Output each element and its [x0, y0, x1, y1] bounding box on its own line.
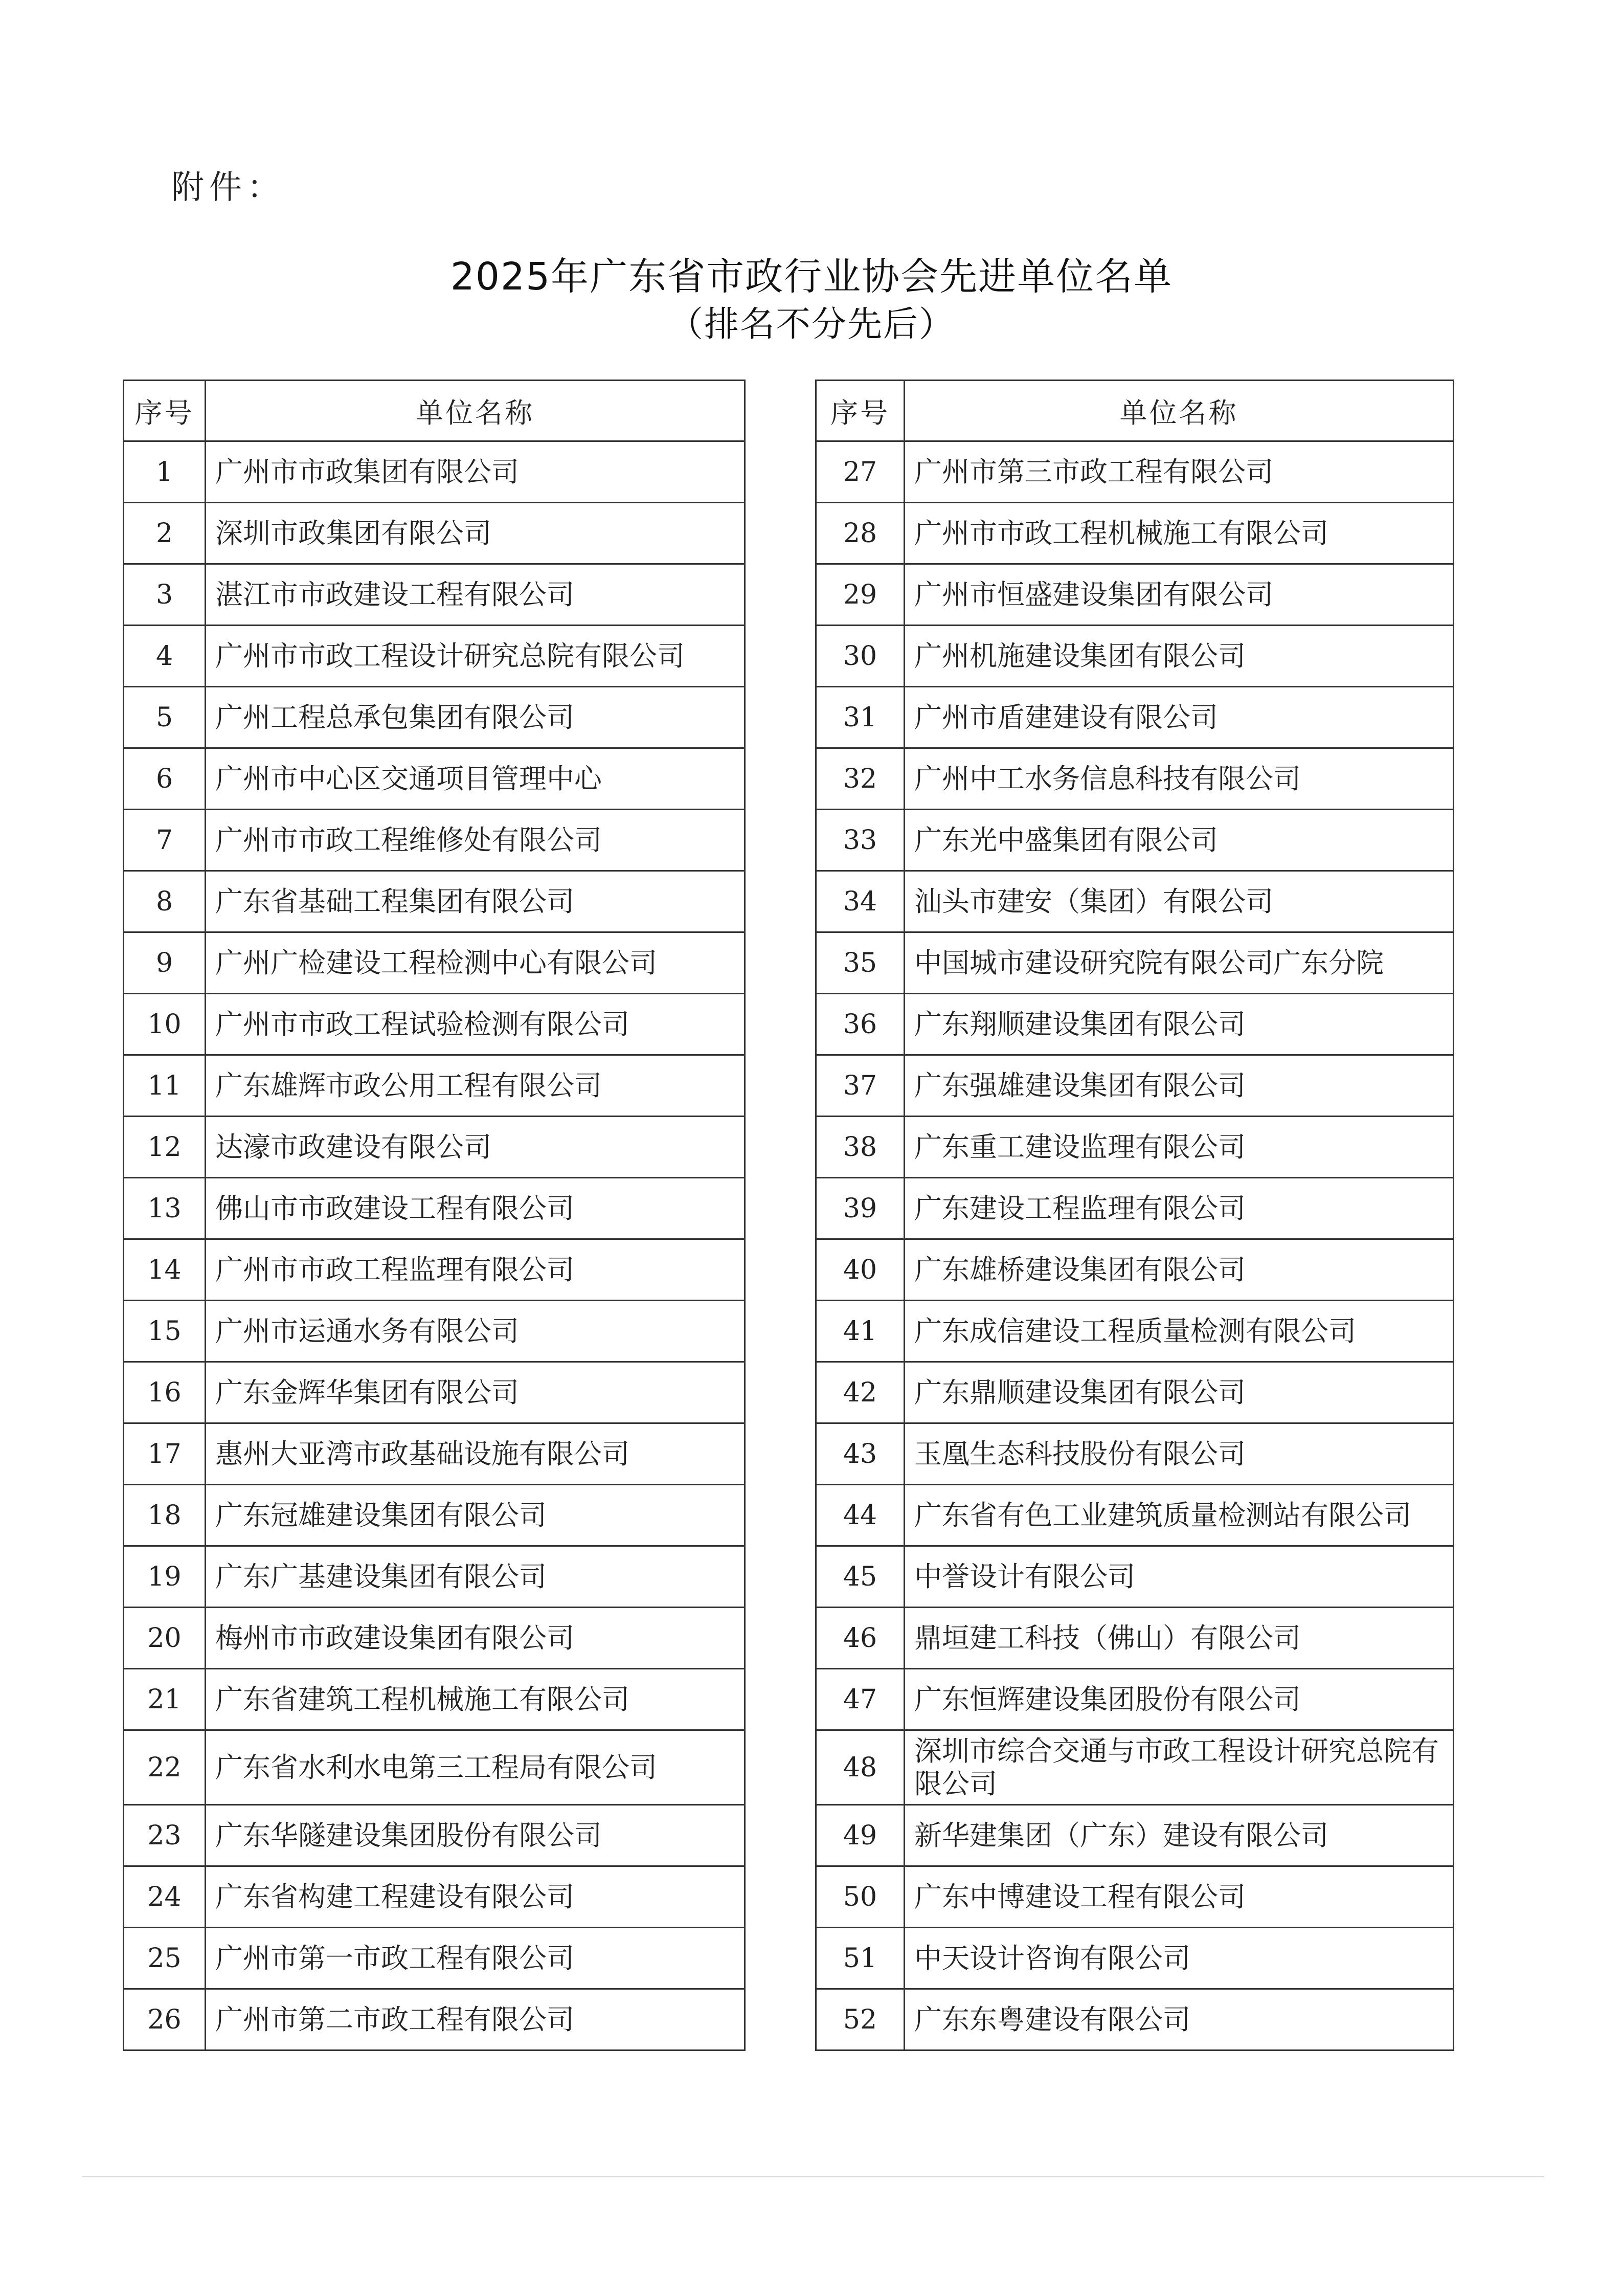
row-unit-name: 广东省有色工业建筑质量检测站有限公司 — [905, 1485, 1454, 1546]
table-row — [124, 871, 745, 932]
row-index: 4 — [124, 626, 206, 687]
table-row — [816, 1866, 1454, 1928]
table-row — [124, 994, 745, 1055]
table-row — [124, 1805, 745, 1866]
row-unit-name: 广州市恒盛建设集团有限公司 — [905, 564, 1454, 626]
row-unit-name: 中国城市建设研究院有限公司广东分院 — [905, 932, 1454, 994]
table-row — [816, 1669, 1454, 1730]
row-unit-name: 广东省基础工程集团有限公司 — [206, 871, 745, 932]
row-unit-name: 惠州大亚湾市政基础设施有限公司 — [206, 1423, 745, 1485]
table-row — [816, 994, 1454, 1055]
row-index: 14 — [124, 1239, 206, 1301]
row-index: 23 — [124, 1805, 206, 1866]
row-index: 6 — [124, 748, 206, 810]
row-index: 18 — [124, 1485, 206, 1546]
table-row — [124, 1485, 745, 1546]
row-index: 39 — [816, 1178, 905, 1239]
table-row — [124, 1423, 745, 1485]
row-unit-name: 广州市市政工程设计研究总院有限公司 — [206, 626, 745, 687]
row-index: 50 — [816, 1866, 905, 1928]
row-unit-name: 广东省水利水电第三工程局有限公司 — [206, 1730, 745, 1805]
table-row — [816, 1730, 1454, 1805]
row-index: 21 — [124, 1669, 206, 1730]
row-unit-name: 广州市第二市政工程有限公司 — [206, 1989, 745, 2050]
row-index: 12 — [124, 1117, 206, 1178]
row-index: 22 — [124, 1730, 206, 1805]
row-index: 19 — [124, 1546, 206, 1608]
row-index: 16 — [124, 1362, 206, 1423]
row-unit-name: 广州市第一市政工程有限公司 — [206, 1928, 745, 1989]
row-index: 37 — [816, 1055, 905, 1117]
table-row — [816, 1117, 1454, 1178]
table-row — [124, 1239, 745, 1301]
table-row — [124, 748, 745, 810]
row-index: 34 — [816, 871, 905, 932]
table-row — [816, 1301, 1454, 1362]
row-index: 48 — [816, 1730, 905, 1805]
row-unit-name: 广东鼎顺建设集团有限公司 — [905, 1362, 1454, 1423]
row-index: 17 — [124, 1423, 206, 1485]
table-row — [816, 1178, 1454, 1239]
table-row — [816, 1423, 1454, 1485]
table-row — [124, 1055, 745, 1117]
row-unit-name: 广州市中心区交通项目管理中心 — [206, 748, 745, 810]
row-unit-name: 新华建集团（广东）建设有限公司 — [905, 1805, 1454, 1866]
row-unit-name: 广州市运通水务有限公司 — [206, 1301, 745, 1362]
row-unit-name: 广东华隧建设集团股份有限公司 — [206, 1805, 745, 1866]
row-unit-name: 深圳市政集团有限公司 — [206, 503, 745, 564]
table-row — [124, 1362, 745, 1423]
row-unit-name: 广东强雄建设集团有限公司 — [905, 1055, 1454, 1117]
row-unit-name: 广州市第三市政工程有限公司 — [905, 441, 1454, 503]
table-row — [124, 1546, 745, 1608]
row-unit-name: 广州市市政工程试验检测有限公司 — [206, 994, 745, 1055]
table-row — [816, 1239, 1454, 1301]
table-row — [124, 1866, 745, 1928]
document-title: 2025年广东省市政行业协会先进单位名单 — [450, 255, 1173, 299]
row-index: 27 — [816, 441, 905, 503]
row-index: 1 — [124, 441, 206, 503]
row-index: 10 — [124, 994, 206, 1055]
header-index: 序号 — [124, 381, 206, 441]
row-unit-name: 广东广基建设集团有限公司 — [206, 1546, 745, 1608]
table-row — [124, 441, 745, 503]
row-unit-name: 中天设计咨询有限公司 — [905, 1928, 1454, 1989]
table-row — [124, 503, 745, 564]
table-row — [124, 1730, 745, 1805]
table-row — [816, 626, 1454, 687]
table-row — [124, 1117, 745, 1178]
table-row — [124, 1928, 745, 1989]
row-unit-name: 广州市盾建建设有限公司 — [905, 687, 1454, 748]
row-index: 8 — [124, 871, 206, 932]
table-row — [816, 1055, 1454, 1117]
row-index: 41 — [816, 1301, 905, 1362]
row-index: 49 — [816, 1805, 905, 1866]
row-index: 28 — [816, 503, 905, 564]
table-row — [816, 441, 1454, 503]
table-row — [124, 1178, 745, 1239]
table-row — [124, 1669, 745, 1730]
row-index: 38 — [816, 1117, 905, 1178]
row-index: 7 — [124, 810, 206, 871]
table-row — [124, 932, 745, 994]
row-index: 33 — [816, 810, 905, 871]
table-row — [816, 1362, 1454, 1423]
row-index: 15 — [124, 1301, 206, 1362]
table-row — [816, 1805, 1454, 1866]
row-unit-name: 佛山市市政建设工程有限公司 — [206, 1178, 745, 1239]
table-row — [124, 1608, 745, 1669]
table-row — [124, 687, 745, 748]
row-index: 32 — [816, 748, 905, 810]
row-unit-name: 鼎垣建工科技（佛山）有限公司 — [905, 1608, 1454, 1669]
table-row — [124, 1989, 745, 2050]
row-unit-name: 广州中工水务信息科技有限公司 — [905, 748, 1454, 810]
row-unit-name: 广东省构建工程建设有限公司 — [206, 1866, 745, 1928]
table-row — [816, 1989, 1454, 2050]
table-row — [816, 748, 1454, 810]
row-index: 11 — [124, 1055, 206, 1117]
table-row — [124, 626, 745, 687]
row-index: 5 — [124, 687, 206, 748]
row-index: 3 — [124, 564, 206, 626]
row-unit-name: 广州工程总承包集团有限公司 — [206, 687, 745, 748]
table-row — [124, 564, 745, 626]
table-row — [816, 687, 1454, 748]
row-index: 35 — [816, 932, 905, 994]
row-index: 47 — [816, 1669, 905, 1730]
row-index: 24 — [124, 1866, 206, 1928]
row-index: 52 — [816, 1989, 905, 2050]
row-index: 36 — [816, 994, 905, 1055]
table-row — [816, 1546, 1454, 1608]
row-unit-name: 湛江市市政建设工程有限公司 — [206, 564, 745, 626]
row-unit-name: 达濠市政建设有限公司 — [206, 1117, 745, 1178]
row-index: 44 — [816, 1485, 905, 1546]
scan-artifact-line — [82, 2176, 1544, 2177]
row-index: 45 — [816, 1546, 905, 1608]
row-unit-name: 广东重工建设监理有限公司 — [905, 1117, 1454, 1178]
row-index: 25 — [124, 1928, 206, 1989]
table-row — [816, 503, 1454, 564]
unit-table-right — [815, 380, 1454, 2051]
row-unit-name: 广州市市政工程监理有限公司 — [206, 1239, 745, 1301]
row-index: 51 — [816, 1928, 905, 1989]
unit-table-left — [123, 380, 746, 2051]
table-row — [124, 810, 745, 871]
table-row — [816, 1485, 1454, 1546]
row-unit-name: 广东建设工程监理有限公司 — [905, 1178, 1454, 1239]
row-unit-name: 广东恒辉建设集团股份有限公司 — [905, 1669, 1454, 1730]
row-unit-name: 广东冠雄建设集团有限公司 — [206, 1485, 745, 1546]
row-unit-name: 广东雄桥建设集团有限公司 — [905, 1239, 1454, 1301]
table-row — [816, 810, 1454, 871]
row-unit-name: 中誉设计有限公司 — [905, 1546, 1454, 1608]
row-unit-name: 广东光中盛集团有限公司 — [905, 810, 1454, 871]
row-unit-name: 广东成信建设工程质量检测有限公司 — [905, 1301, 1454, 1362]
row-unit-name: 汕头市建安（集团）有限公司 — [905, 871, 1454, 932]
row-unit-name: 广州广检建设工程检测中心有限公司 — [206, 932, 745, 994]
row-unit-name: 广东金辉华集团有限公司 — [206, 1362, 745, 1423]
table-row — [816, 564, 1454, 626]
row-index: 31 — [816, 687, 905, 748]
document-subtitle: （排名不分先后） — [668, 304, 955, 345]
row-unit-name: 深圳市综合交通与市政工程设计研究总院有限公司 — [905, 1730, 1454, 1805]
row-unit-name: 广州市市政工程维修处有限公司 — [206, 810, 745, 871]
header-unit-name: 单位名称 — [206, 381, 745, 441]
row-unit-name: 玉凰生态科技股份有限公司 — [905, 1423, 1454, 1485]
table-row — [816, 1608, 1454, 1669]
row-index: 29 — [816, 564, 905, 626]
header-index: 序号 — [816, 381, 905, 441]
row-index: 9 — [124, 932, 206, 994]
header-unit-name: 单位名称 — [905, 381, 1454, 441]
row-index: 43 — [816, 1423, 905, 1485]
row-unit-name: 广东中博建设工程有限公司 — [905, 1866, 1454, 1928]
row-index: 20 — [124, 1608, 206, 1669]
table-header-row — [124, 381, 745, 441]
attachment-label: 附件： — [171, 169, 285, 207]
table-row — [816, 1928, 1454, 1989]
row-index: 26 — [124, 1989, 206, 2050]
table-row — [816, 871, 1454, 932]
table-row — [816, 932, 1454, 994]
row-unit-name: 广东雄辉市政公用工程有限公司 — [206, 1055, 745, 1117]
row-unit-name: 广东翔顺建设集团有限公司 — [905, 994, 1454, 1055]
table-row — [124, 1301, 745, 1362]
row-index: 46 — [816, 1608, 905, 1669]
row-index: 13 — [124, 1178, 206, 1239]
row-unit-name: 广州市市政集团有限公司 — [206, 441, 745, 503]
table-header-row — [816, 381, 1454, 441]
row-unit-name: 广州机施建设集团有限公司 — [905, 626, 1454, 687]
row-index: 2 — [124, 503, 206, 564]
row-index: 30 — [816, 626, 905, 687]
row-index: 40 — [816, 1239, 905, 1301]
row-unit-name: 广州市市政工程机械施工有限公司 — [905, 503, 1454, 564]
row-unit-name: 梅州市市政建设集团有限公司 — [206, 1608, 745, 1669]
row-unit-name: 广东东粤建设有限公司 — [905, 1989, 1454, 2050]
row-index: 42 — [816, 1362, 905, 1423]
row-unit-name: 广东省建筑工程机械施工有限公司 — [206, 1669, 745, 1730]
